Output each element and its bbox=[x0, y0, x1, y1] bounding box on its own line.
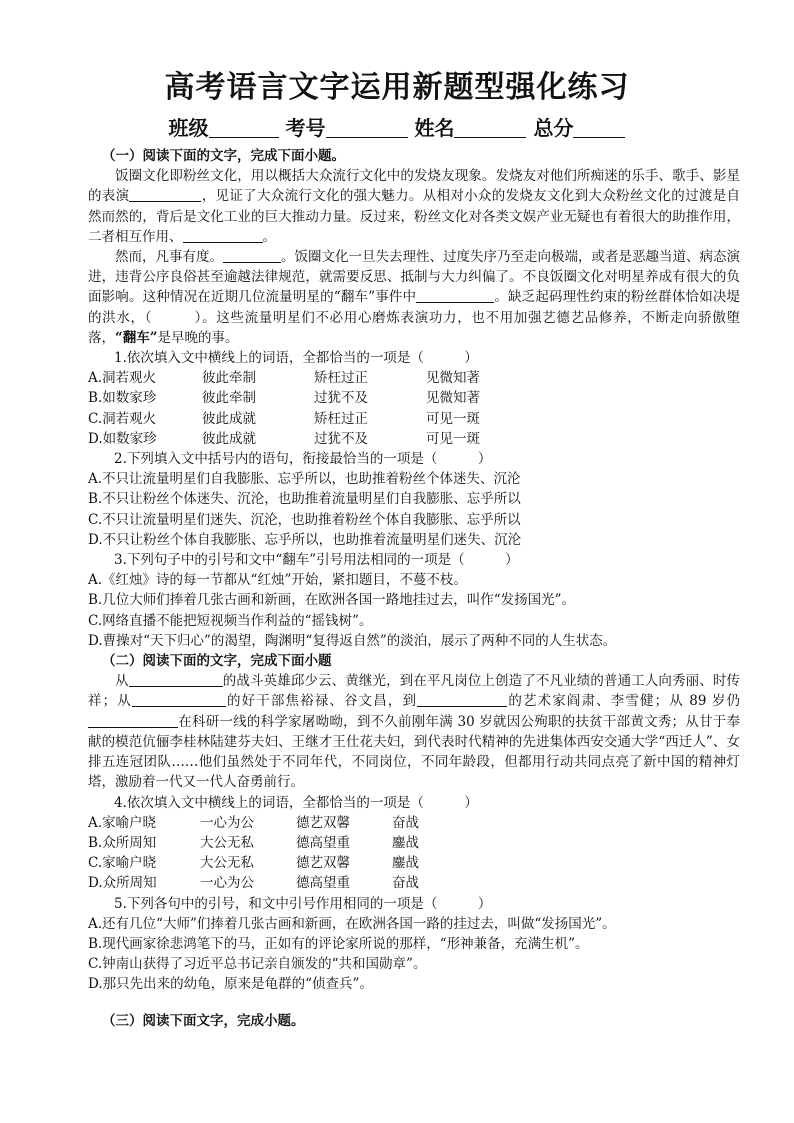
text-run: 饭圈文化即粉丝文化，用以概括大众流行文化中的发烧友现象。发烧友对他们所痴迷的乐手、歌手、影星的表演 bbox=[88, 168, 740, 205]
fill-blank-8[interactable] bbox=[88, 712, 178, 728]
section-1-paragraph-2 bbox=[88, 247, 740, 348]
option-word: 一心为公 bbox=[200, 814, 254, 831]
option-word: 可见一斑 bbox=[426, 410, 480, 427]
q1-option-b[interactable] bbox=[88, 388, 740, 408]
name-blank[interactable] bbox=[454, 117, 526, 138]
section-3-heading: （三）阅读下面文字，完成小题。 bbox=[102, 1012, 305, 1029]
student-info-line bbox=[0, 112, 794, 141]
text-run: ，见证了大众流行文化的强大魅力。从相对小众的发烧友文化到大众粉丝文化的过渡是自然而然的，背后是文化工业的巨大推动力量。反过来，粉丝文化对各类文娱产业无疑也有着很大的助推作用，二者相互作用、 bbox=[88, 188, 741, 245]
q3-option-d[interactable]: D.曹操对“天下归心”的渴望，陶渊明“复得返自然”的淡泊，展示了两种不同的人生状态。 bbox=[88, 632, 617, 649]
option-word: 见微知著 bbox=[426, 370, 480, 387]
section-1-paragraph-1 bbox=[88, 166, 740, 247]
q3-option-c[interactable]: C.网络直播不能把短视频当作利益的“摇钱树”。 bbox=[88, 612, 373, 629]
question-4-options bbox=[88, 813, 740, 894]
fill-blank-5[interactable] bbox=[129, 671, 223, 687]
page-title: 高考语言文字运用新题型强化练习 bbox=[164, 70, 630, 105]
q4-option-d[interactable] bbox=[88, 873, 740, 893]
spacer bbox=[88, 995, 740, 1011]
q3-option-b[interactable]: B.几位大师们捧着几张古画和新画，在欧洲各国一路地挂过去，叫作“发扬国光”。 bbox=[88, 592, 576, 609]
question-2: 2.下列填入文中括号内的语句，衔接最恰当的一项是（ ） bbox=[114, 451, 492, 468]
text-run: 的战斗英雄邱少云、黄继光，到在平凡岗位上创造了不凡业绩的普通工人向秀丽、时传祥；从 bbox=[88, 673, 741, 710]
class-label: 班级 bbox=[168, 116, 209, 140]
fill-blank-4[interactable] bbox=[416, 287, 494, 303]
q1-option-a[interactable] bbox=[88, 368, 740, 388]
q3-option-a[interactable]: A.《红烛》诗的每一节都从“红烛”开始，紧扣题目，不蔓不枝。 bbox=[88, 572, 467, 589]
option-word: 奋战 bbox=[392, 814, 419, 831]
option-word: A.家喻户晓 bbox=[88, 814, 157, 831]
q2-option-c[interactable]: C.不只让流量明星们迷失、沉沦，也助推着粉丝个体自我膨胀、忘乎所以 bbox=[88, 511, 521, 528]
question-1: 1.依次填入文中横线上的词语，全都恰当的一项是（ ） bbox=[114, 350, 478, 367]
option-word: C.洞若观火 bbox=[88, 410, 157, 427]
text-run: 。 bbox=[262, 228, 276, 245]
question-5: 5.下列各句中的引号，和文中引号作用相同的一项是（ ） bbox=[114, 895, 492, 912]
text-run: 然而，凡事有度。 bbox=[115, 249, 223, 266]
text-run: 的好干部焦裕禄、谷文昌，到 bbox=[225, 693, 418, 710]
option-word: A.洞若观火 bbox=[88, 370, 157, 387]
exam-no-label: 考号 bbox=[285, 116, 326, 140]
option-word: 彼此牵制 bbox=[202, 390, 256, 407]
option-word: 彼此成就 bbox=[202, 430, 256, 447]
score-label: 总分 bbox=[533, 116, 574, 140]
fill-blank-7[interactable] bbox=[417, 691, 507, 707]
fill-blank-1[interactable] bbox=[129, 186, 201, 202]
exam-no-blank[interactable] bbox=[326, 117, 408, 138]
q4-option-c[interactable] bbox=[88, 853, 740, 873]
option-word: B.众所周知 bbox=[88, 834, 157, 851]
text-run: 。饭圈文化一旦失去理性、过度失序乃至走向极端，或者是恶趣当道、病态演进，违背公序良俗甚至逾越法律规范，就需要反思、抵制与大力纠偏了。不良饭圈文化对明星养成有很大的负面影响。这种情况在近期几位流量明星的“翻车”事件中 bbox=[88, 249, 740, 306]
option-word: 大公无私 bbox=[200, 834, 254, 851]
option-word: 鏖战 bbox=[392, 855, 419, 872]
q4-option-b[interactable] bbox=[88, 833, 740, 853]
option-word: 德高望重 bbox=[296, 875, 350, 892]
fill-blank-6[interactable] bbox=[132, 691, 226, 707]
bold-quote: “翻车” bbox=[115, 329, 158, 346]
fill-blank-2[interactable] bbox=[183, 227, 263, 243]
section-1-heading: （一）阅读下面的文字，完成下面小题。 bbox=[102, 148, 345, 164]
q4-option-a[interactable] bbox=[88, 813, 740, 833]
question-4: 4.依次填入文中横线上的词语，全都恰当的一项是（ ） bbox=[114, 794, 478, 811]
text-run: 在科研一线的科学家屠呦呦，到不久前刚年满 30 岁就因公殉职的扶贫干部黄文秀；从甘于奉献的模范伉俪李桂林陆建芬夫妇、王继才王仕花夫妇，到代表时代精神的先进集体西安交通大学“西迁人”、女排五连冠团队……他们虽然处于不同年代，不同岗位，不同年龄段，但都用行动共同点亮了新中国的精神灯塔，激励着一代又一代人奋勇前行。 bbox=[88, 713, 740, 791]
option-word: 德高望重 bbox=[296, 834, 350, 851]
option-word: 一心为公 bbox=[200, 875, 254, 892]
q5-option-c[interactable]: C.钟南山获得了习近平总书记亲自颁发的“共和国勋章”。 bbox=[88, 956, 427, 973]
q2-option-d[interactable]: D.不只让粉丝个体自我膨胀、忘乎所以，也助推着流量明星们迷失、沉沦 bbox=[88, 531, 522, 548]
option-word: 鏖战 bbox=[392, 834, 419, 851]
option-word: 德艺双馨 bbox=[296, 814, 350, 831]
option-word: 奋战 bbox=[392, 875, 419, 892]
text-run: 从 bbox=[115, 673, 129, 690]
option-word: D.众所周知 bbox=[88, 875, 157, 892]
q2-option-a[interactable]: A.不只让流量明星们自我膨胀、忘乎所以，也助推着粉丝个体迷失、沉沦 bbox=[88, 471, 521, 488]
option-word: 过犹不及 bbox=[314, 430, 368, 447]
option-word: 德艺双馨 bbox=[296, 855, 350, 872]
score-blank[interactable] bbox=[573, 117, 625, 138]
section-2-heading: （二）阅读下面的文字，完成下面小题 bbox=[102, 653, 332, 670]
question-3: 3.下列句子中的引号和文中“翻车”引号用法相同的一项是（ ） bbox=[114, 552, 519, 569]
option-word: 矫枉过正 bbox=[314, 410, 368, 427]
option-word: 大公无私 bbox=[200, 855, 254, 872]
option-word: B.如数家珍 bbox=[88, 390, 157, 407]
worksheet-content bbox=[88, 146, 740, 1031]
fill-blank-3[interactable] bbox=[223, 247, 281, 263]
option-word: 矫枉过正 bbox=[314, 370, 368, 387]
q1-option-c[interactable] bbox=[88, 409, 740, 429]
text-run: 的艺术家阎肃、李雪健；从 89 岁仍 bbox=[507, 693, 741, 710]
option-word: 可见一斑 bbox=[426, 430, 480, 447]
q5-option-b[interactable]: B.现代画家徐悲鸿笔下的马，正如有的评论家所说的那样，“形神兼备，充满生机”。 bbox=[88, 935, 589, 952]
option-word: 见微知著 bbox=[426, 390, 480, 407]
name-label: 姓名 bbox=[414, 116, 455, 140]
option-word: C.家喻户晓 bbox=[88, 855, 157, 872]
text-run: 是早晚的事。 bbox=[157, 329, 239, 346]
option-word: 彼此成就 bbox=[202, 410, 256, 427]
q2-option-b[interactable]: B.不只让粉丝个体迷失、沉沦，也助推着流量明星们自我膨胀、忘乎所以 bbox=[88, 491, 521, 508]
q5-option-a[interactable]: A.还有几位“大师”们捧着几张古画和新画，在欧洲各国一路的挂过去，叫做“发扬国光”。 bbox=[88, 915, 616, 932]
option-word: 彼此牵制 bbox=[202, 370, 256, 387]
option-word: D.如数家珍 bbox=[88, 430, 157, 447]
class-blank[interactable] bbox=[209, 117, 279, 138]
question-1-options bbox=[88, 368, 740, 449]
text-run: 。缺乏起码理性约束的粉丝群体恰如决堤的洪水，（ ）。这些流量明星们不必用心磨炼表演功力，也不用加强艺德艺品修养，不断走向骄傲堕落， bbox=[88, 289, 741, 346]
q5-option-d[interactable]: D.那只先出来的幼龟，原来是龟群的“侦查兵”。 bbox=[88, 976, 373, 993]
section-2-paragraph bbox=[88, 671, 740, 792]
q1-option-d[interactable] bbox=[88, 429, 740, 449]
option-word: 过犹不及 bbox=[314, 390, 368, 407]
